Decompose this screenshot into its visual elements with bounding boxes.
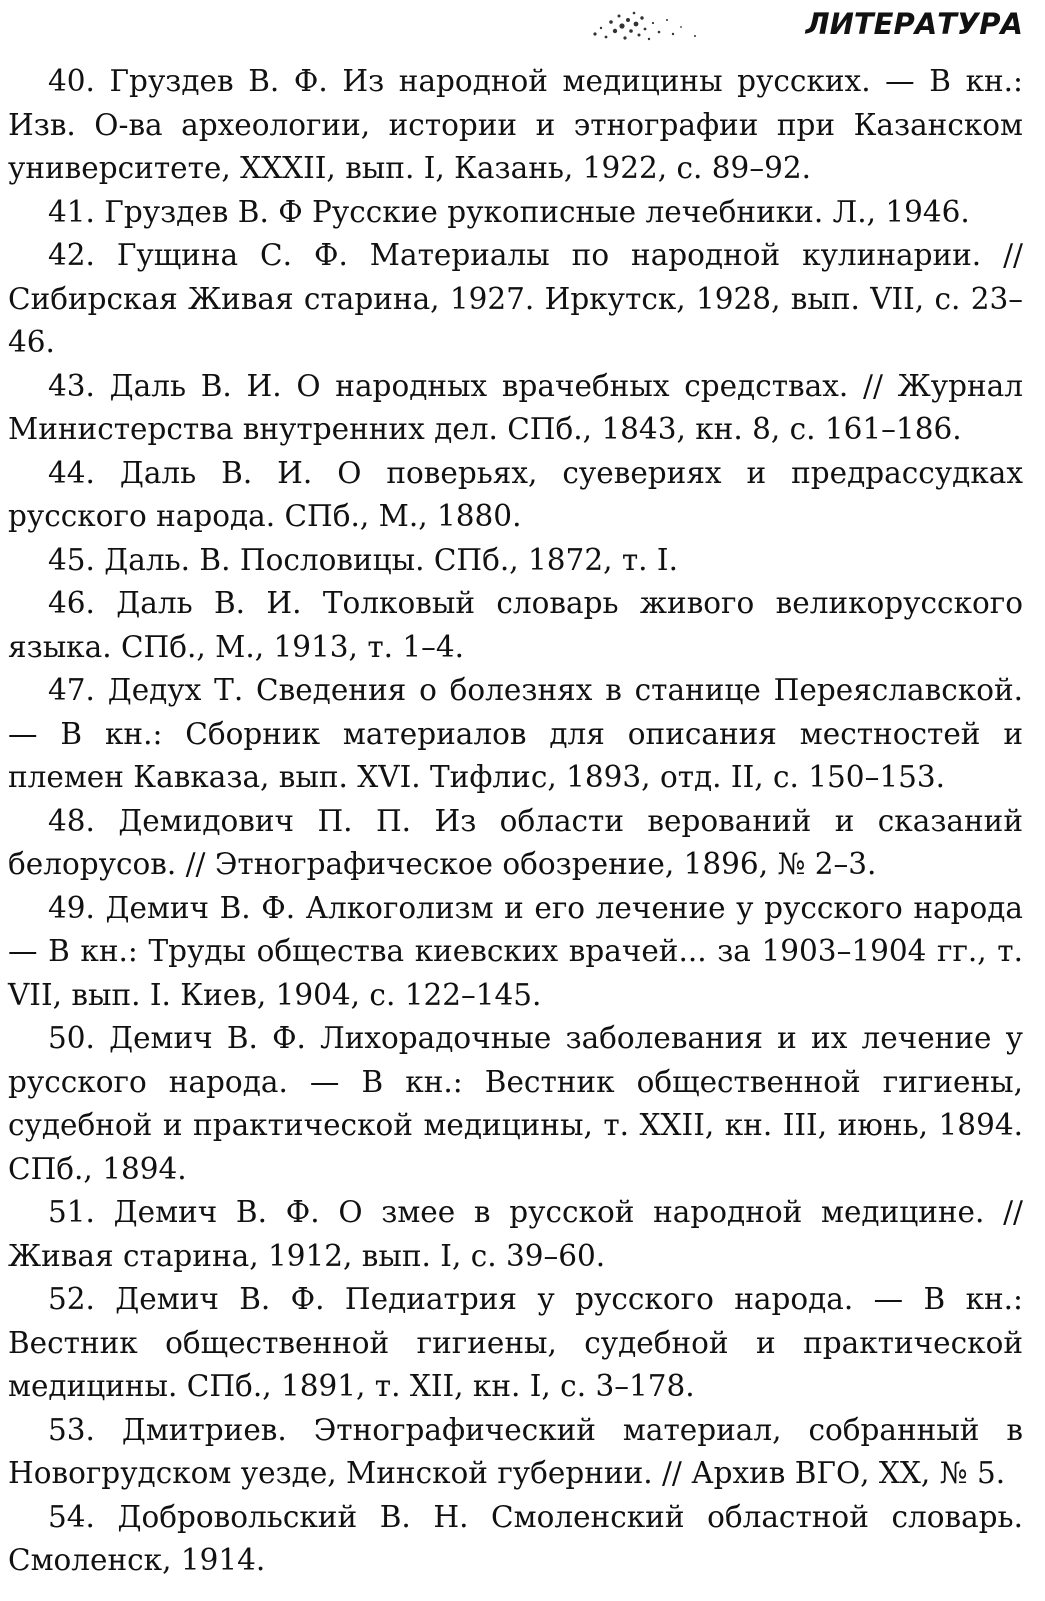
bibliography-entry-52: 52. Демич В. Ф. Педиатрия у русского народа. — В кн.: Вестник общественной гигиены, судебной и практической медицины. СПб., 1891, т. XII, кн. I, с. 3–178. <box>8 1282 1023 1403</box>
bibliography-list <box>8 60 1023 1583</box>
running-header <box>0 0 1045 52</box>
bibliography-entry-40: 40. Груздев В. Ф. Из народной медицины русских. — В кн.: Изв. О-ва археологии, истории и этнографии при Казанском университете, XXXII, вып. I, Казань, 1922, с. 89–92. <box>8 64 1023 185</box>
bibliography-entry-41: 41. Груздев В. Ф Русские рукописные лечебники. Л., 1946. <box>48 194 970 229</box>
bibliography-entry-48: 48. Демидович П. П. Из области верований и сказаний белорусов. // Этнографическое обозрение, 1896, № 2–3. <box>8 803 1023 881</box>
bibliography-entry-47: 47. Дедух Т. Сведения о болезнях в станице Переяславской. — В кн.: Сборник материалов для описания местностей и племен Кавказа, вып. XVI. Тифлис, 1893, отд. II, с. 150–153. <box>8 673 1023 794</box>
section-title: ЛИТЕРАТУРА <box>805 7 1023 41</box>
bibliography-entry-54: 54. Добровольский В. Н. Смоленский областной словарь. Смоленск, 1914. <box>8 1499 1023 1577</box>
bibliography-entry-50: 50. Демич В. Ф. Лихорадочные заболевания и их лечение у русского народа. — В кн.: Вестник общественной гигиены, судебной и практической медицины, т. XXII, кн. III, июнь, 1894. СПб., 1894. <box>8 1021 1023 1186</box>
bibliography-entry-53: 53. Дмитриев. Этнографический материал, собранный в Новогрудском уезде, Минской губернии. // Архив ВГО, XX, № 5. <box>8 1412 1023 1490</box>
bibliography-entry-42: 42. Гущина С. Ф. Материалы по народной кулинарии. // Сибирская Живая старина, 1927. Иркутск, 1928, вып. VII, с. 23–46. <box>8 238 1023 359</box>
bibliography-entry-46: 46. Даль В. И. Толковый словарь живого великорусского языка. СПб., М., 1913, т. 1–4. <box>8 586 1023 664</box>
bibliography-entry-49: 49. Демич В. Ф. Алкоголизм и его лечение у русского народа — В кн.: Труды общества киевских врачей... за 1903–1904 гг., т. VII, вып. I. Киев, 1904, с. 122–145. <box>8 890 1023 1012</box>
bibliography-entry-45: 45. Даль. В. Пословицы. СПб., 1872, т. I. <box>48 542 678 577</box>
bibliography-entry-44: 44. Даль В. И. О поверьях, суевериях и предрассудках русского народа. СПб., М., 1880. <box>8 455 1023 533</box>
header-ornament-icon <box>575 4 720 46</box>
bibliography-entry-43: 43. Даль В. И. О народных врачебных средствах. // Журнал Министерства внутренних дел. СПб., 1843, кн. 8, с. 161–186. <box>8 368 1023 446</box>
bibliography-entry-51: 51. Демич В. Ф. О змее в русской народной медицине. // Живая старина, 1912, вып. I, с. 39–60. <box>8 1195 1023 1273</box>
